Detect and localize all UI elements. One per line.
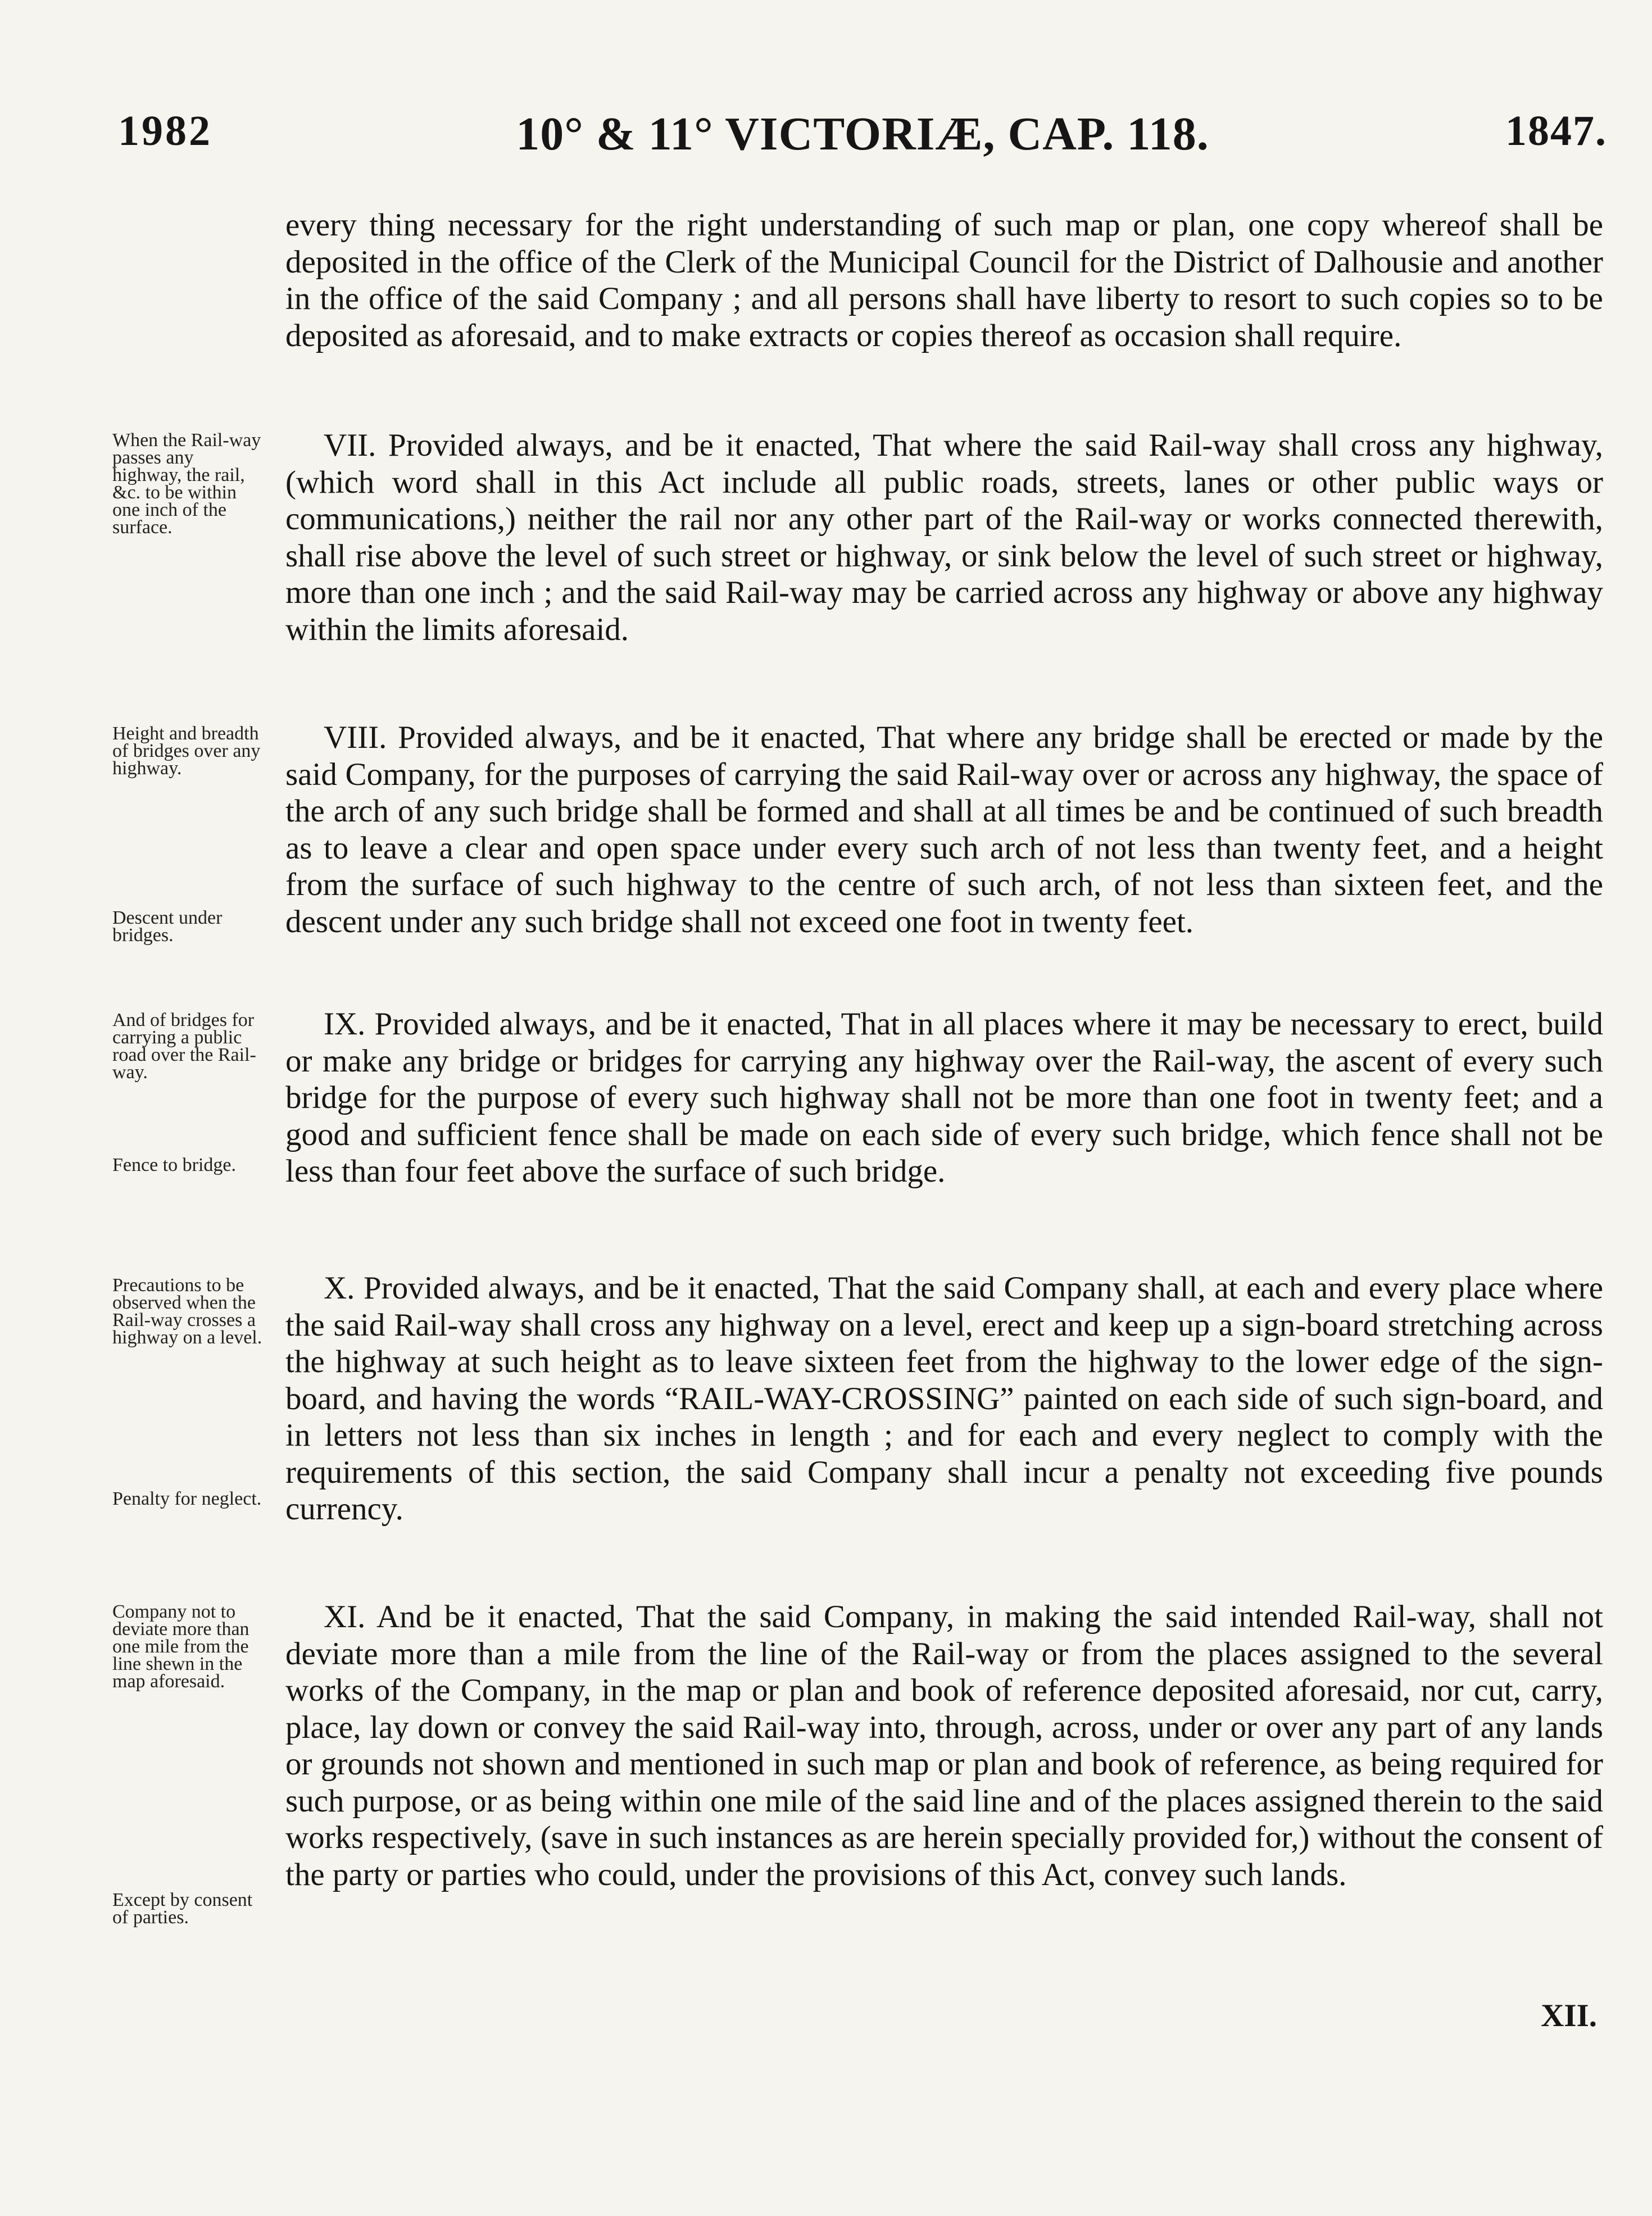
opening-paragraph: every thing necessary for the right understanding of such map or plan, one copy whereof shall be deposited in the office of the Clerk of the Municipal Council for the District of Dalhousie and another in the office of the said Company ; and all persons shall have liberty to resort to such copies so to be deposited as aforesaid, and to make extracts or copies thereof as occasion shall require. [285,207,1603,353]
section-number: IX. [324,1006,366,1042]
section-number: VIII. [324,720,387,755]
section-text: Provided always, and be it enacted, That where the said Rail-way shall cross any highway, (which word shall in this Act include all public roads, streets, lanes or other public ways or communications,) neither the rail nor any other part of the Rail-way or works connected therewith, shall rise above the level of such street or highway, or sink below the level of such street or highway, more than one inch ; and the said Rail-way may be carried across any highway or above any highway within the limits aforesaid. [285,428,1604,647]
running-title: 10° & 11° VICTORIÆ, CAP. 118. [516,108,1209,160]
margin-note: Fence to bridge. [112,1155,236,1175]
margin-note: Penalty for neglect. [112,1488,262,1509]
section-number: XI. [324,1599,366,1634]
section-number: X. [324,1270,355,1306]
page-number: 1982 [118,107,212,155]
section-text: Provided always, and be it enacted, That the said Company shall, at each and every place where the said Rail-way shall cross any highway on a level, erect and keep up a sign-board stretching across the highway at such height as to leave sixteen feet from the highway to the lower edge of the sign-board, and having the words “RAIL-WAY-CROSSING” painted on each side of such sign-board, and in letters not less than six inches in length ; and for each and every neglect to comply with the requirements of this section, the said Company shall incur a penalty not exceeding five pounds currency. [285,1270,1604,1527]
page-header [118,107,1607,169]
section-number: VII. [324,428,376,463]
year: 1847. [1505,107,1607,155]
margin-note: When the Rail-way passes any highway, the rail, &c. to be within one inch of the surface. [112,430,261,538]
margin-note: Height and breadth of bridges over any highway. [112,723,261,779]
section-x [285,1270,1603,1528]
margin-note: And of bridges for carrying a public road over the Rail-way. [112,1010,256,1083]
catchword: XII. [1541,1998,1597,2033]
margin-note: Precautions to be observed when the Rail-way crosses a highway on a level. [112,1275,262,1348]
section-xi [285,1599,1603,1893]
margin-note: Descent under bridges. [112,907,223,946]
margin-note: Company not to deviate more than one mile from the line shewn in the map aforesaid. [112,1601,249,1692]
section-text: And be it enacted, That the said Company, in making the said intended Rail-way, shall not deviate more than a mile from the line of the Rail-way or from the places assigned to the several works of the Company, in the map or plan and book of reference deposited aforesaid, nor cut, carry, place, lay down or convey the said Rail-way into, through, across, under or over any part of any lands or grounds not shown and mentioned in such map or plan and book of reference, as being required for such purpose, or as being within one mile of the said line and of the places assigned therein to the said works respectively, (save in such instances as are herein specially provided for,) without the consent of the party or parties who could, under the provisions of this Act, convey such lands. [285,1599,1603,1892]
section-text: Provided always, and be it enacted, That where any bridge shall be erected or made by the said Company, for the purposes of carrying the said Rail-way over or across any highway, the space of the arch of any such bridge shall be formed and shall at all times be and be continued of such breadth as to leave a clear and open space under every such arch of not less than twenty feet, and a height from the surface of such highway to the centre of such arch, of not less than sixteen feet, and the descent under any such bridge shall not exceed one foot in twenty feet. [285,720,1604,939]
section-vii [285,427,1603,648]
margin-note: Except by consent of parties. [112,1890,253,1928]
section-text: Provided always, and be it enacted, That in all places where it may be necessary to erect, build or make any bridge or bridges for carrying any highway over the Rail-way, the ascent of every such bridge for the purpose of every such highway shall not be more than one foot in twenty feet; and a good and sufficient fence shall be made on each side of every such bridge, which fence shall not be less than four feet above the surface of such bridge. [285,1006,1603,1189]
section-viii [285,719,1603,940]
section-ix [285,1006,1603,1190]
